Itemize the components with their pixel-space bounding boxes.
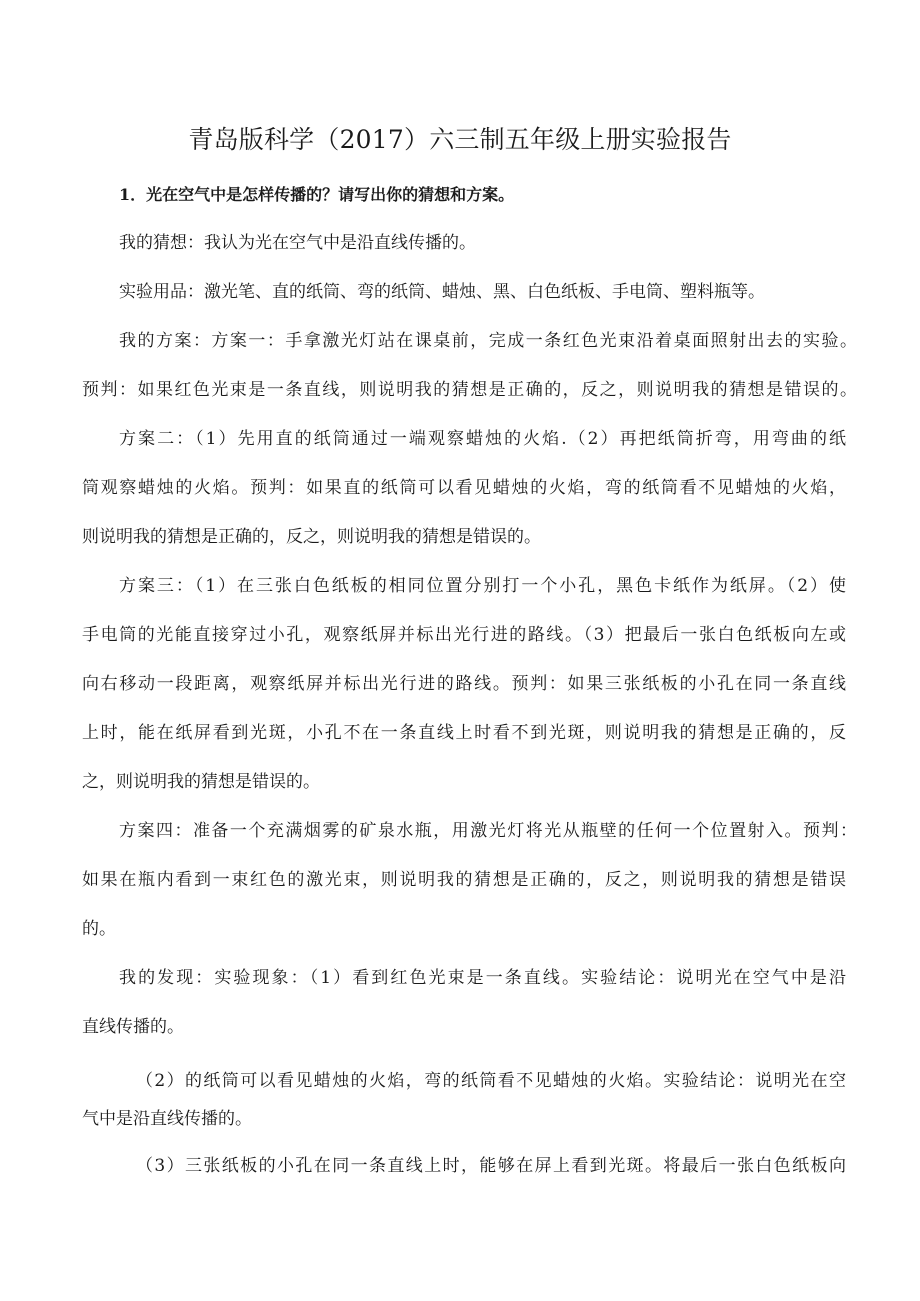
plan-two-line: 筒观察蜡烛的火焰。预判：如果直的纸筒可以看见蜡烛的火焰，弯的纸筒看不见蜡烛的火焰， <box>82 478 846 498</box>
plan-one-prediction-line: 预判：如果红色光束是一条直线，则说明我的猜想是正确的，反之，则说明我的猜想是错误的。 <box>82 380 857 400</box>
plan-three-line: 向右移动一段距离，观察纸屏并标出光行进的路线。预判：如果三张纸板的小孔在同一条直线 <box>82 674 846 694</box>
plan-one-line: 我的方案：方案一：手拿激光灯站在课桌前，完成一条红色光束沿着桌面照射出去的实验。 <box>119 331 857 351</box>
finding-two-line: （2）的纸筒可以看见蜡烛的火焰，弯的纸筒看不见蜡烛的火焰。实验结论：说明光在空 <box>136 1071 846 1091</box>
findings-line: 直线传播的。 <box>82 1017 184 1037</box>
plan-three-line: 方案三：（1）在三张白色纸板的相同位置分别打一个小孔，黑色卡纸作为纸屏。（2）使 <box>119 576 846 596</box>
plan-three-line: 之，则说明我的猜想是错误的。 <box>82 772 320 792</box>
finding-three-line: （3）三张纸板的小孔在同一条直线上时，能够在屏上看到光斑。将最后一张白色纸板向 <box>136 1156 846 1176</box>
plan-four-line: 如果在瓶内看到一束红色的激光束，则说明我的猜想是正确的，反之，则说明我的猜想是错误 <box>82 870 846 890</box>
plan-four-line: 方案四：准备一个充满烟雾的矿泉水瓶，用激光灯将光从瓶壁的任何一个位置射入。预判： <box>119 821 857 841</box>
findings-line: 我的发现：实验现象：（1）看到红色光束是一条直线。实验结论：说明光在空气中是沿 <box>119 968 846 988</box>
finding-two-line: 气中是沿直线传播的。 <box>82 1109 252 1129</box>
materials-line: 实验用品：激光笔、直的纸筒、弯的纸筒、蜡烛、黑、白色纸板、手电筒、塑料瓶等。 <box>119 282 765 302</box>
page-title: 青岛版科学（2017）六三制五年级上册实验报告 <box>188 125 732 154</box>
plan-three-line: 上时，能在纸屏看到光斑，小孔不在一条直线上时看不到光斑，则说明我的猜想是正确的，反 <box>82 723 846 743</box>
plan-three-line: 手电筒的光能直接穿过小孔，观察纸屏并标出光行进的路线。（3）把最后一张白色纸板向左或 <box>82 625 846 645</box>
plan-two-line: 方案二：（1）先用直的纸筒通过一端观察蜡烛的火焰.（2）再把纸筒折弯，用弯曲的纸 <box>119 429 846 449</box>
hypothesis-line: 我的猜想：我认为光在空气中是沿直线传播的。 <box>119 233 476 253</box>
question-heading: 1．光在空气中是怎样传播的？请写出你的猜想和方案。 <box>119 185 515 204</box>
plan-two-line: 则说明我的猜想是正确的，反之，则说明我的猜想是错误的。 <box>82 527 541 547</box>
plan-four-line: 的。 <box>82 919 116 939</box>
